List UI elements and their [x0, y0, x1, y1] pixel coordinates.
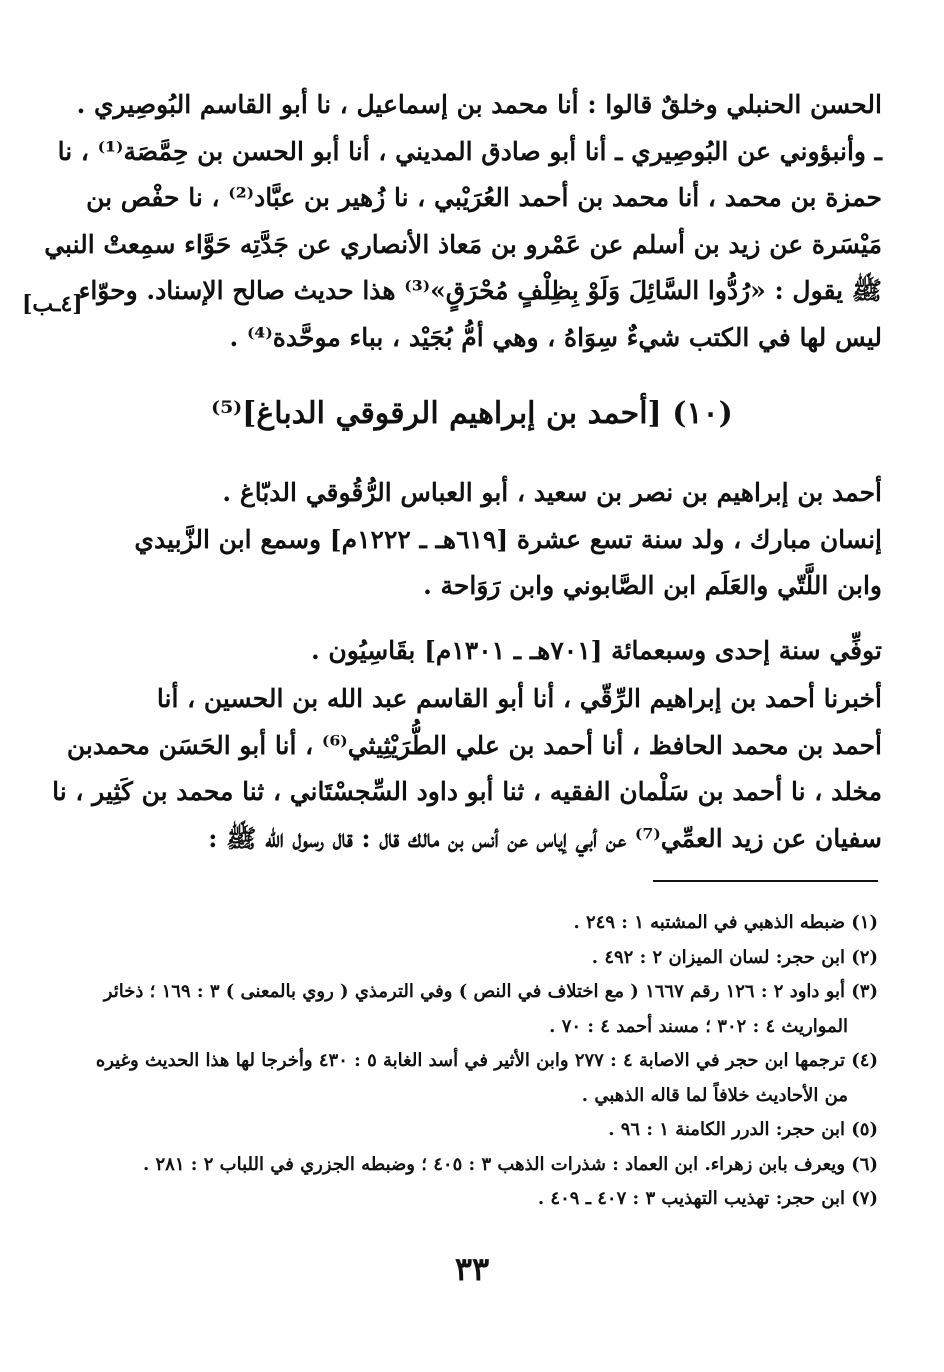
text-line: ـ وأنبؤوني عن البُوصِيري ـ أنا أبو صادق المديني ، أنا أبو الحسن بن حِمَّصَة⁽¹⁾ ، نا — [57, 136, 882, 166]
text-line: سفيان عن زيد العمِّي⁽⁷⁾ عن أبي إياس عن أنس بن مالك قال : قال رسول الله ﷺ : — [208, 823, 882, 853]
footnote: (٢) ابن حجر: لسان الميزان ٢ : ٤٩٢ . — [591, 946, 878, 968]
text-line: مخلد ، نا أحمد بن سَلْمان الفقيه ، ثنا أبو داود السِّجسْتَاني ، ثنا محمد بن كَثِير ، نا — [52, 777, 882, 806]
footnote: (٣) أبو داود ٢ : ١٢٦ رقم ١٦٦٧ ( مع اختلاف في النص ) وفي الترمذي ( روي بالمعنى ) ٣ : ١٦٩ ؛ ذخائر — [103, 981, 878, 1002]
entry-heading: (١٠) [أحمد بن إبراهيم الرقوقي الدباغ]⁽⁵⁾ — [211, 396, 733, 431]
text-line: ﷺ يقول : «رُدُّوا السَّائِلَ وَلَوْ بِظِلْفٍ مُحْرَقٍ»⁽³⁾ هذا حديث صالح الإسناد. وحوّاء — [78, 276, 882, 305]
text-line: أحمد بن محمد الحافظ ، أنا أحمد بن علي الطُّرَيْثِيثي⁽⁶⁾ ، أنا أبو الحَسَن محمدبن — [66, 730, 882, 760]
footnote: (٧) ابن حجر: تهذيب التهذيب ٣ : ٤٠٧ ـ ٤٠٩ . — [537, 1188, 878, 1209]
text-line: أحمد بن إبراهيم بن نصر بن سعيد ، أبو العباس الرُّقُوقي الدبّاغ . — [222, 478, 882, 507]
text-line: إنسان مبارك ، ولد سنة تسع عشرة [٦١٩هـ ـ ١٢٢٢م] وسمع ابن الزَّبيدي — [134, 524, 882, 554]
paragraph-biography — [70, 470, 882, 610]
text-line: ليس لها في الكتب شيءٌ سِوَاهُ ، وهي أمُّ بُجَيْد ، بباء موحَّدة⁽⁴⁾ . — [229, 322, 882, 352]
footnote: (١) ضبطه الذهبي في المشتبه ١ : ٢٤٩ . — [573, 912, 878, 933]
manuscript-folio-marker: [٤ـب] — [22, 291, 83, 317]
text-line: حمزة بن محمد ، أنا محمد بن أحمد العُرَيْبي ، نا زُهير بن عبَّاد⁽²⁾ ، نا حفْص بن — [86, 183, 882, 212]
footnote: (٥) ابن حجر: الدرر الكامنة ١ : ٩٦ . — [608, 1119, 878, 1140]
text-line: توفِّي سنة إحدى وسبعمائة [٧٠١هـ ـ ١٣٠١م] بقَاسِيُون . — [310, 636, 882, 665]
footnote-continuation: من الأحاديث خلافاً لما قاله الذهبي . — [581, 1084, 848, 1106]
text-line: الحسن الحنبلي وخلقٌ قالوا : أنا محمد بن إسماعيل ، نا أبو القاسم البُوصِيري . — [76, 90, 882, 119]
page-number: ٣٣ — [454, 1250, 490, 1288]
paragraph-hadith-chain — [52, 676, 882, 862]
text-line: مَيْسَرة عن زيد بن أسلم عن عَمْرو بن مَعاذ الأنصاري عن جَدَّتِه حَوَّاء سمِعتْ النبي — [44, 229, 882, 259]
text-line: أخبرنا أحمد بن إبراهيم الرِّقّي ، أنا أبو القاسم عبد الله بن الحسين ، أنا — [156, 684, 882, 713]
footnote-continuation: المواريث ٤ : ٣٠٢ ؛ مسند أحمد ٤ : ٧٠ . — [549, 1015, 848, 1037]
footnotes — [70, 906, 878, 1217]
text-line: وابن اللَّتّي والعَلَم ابن الصَّابوني وابن رَوَاحة . — [423, 571, 882, 600]
footnote: (٦) ويعرف بابن زهراء. ابن العماد : شذرات الذهب ٣ : ٤٠٥ ؛ وضبطه الجزري في اللباب ٢ : ٢٨١ . — [142, 1153, 878, 1175]
paragraph-death — [70, 628, 882, 675]
footnote: (٤) ترجمها ابن حجر في الاصابة ٤ : ٢٧٧ وابن الأثير في أسد الغابة ٥ : ٤٣٠ وأخرجا لها هذا الحديث وغيره — [95, 1050, 878, 1071]
footnote-separator — [653, 880, 878, 882]
